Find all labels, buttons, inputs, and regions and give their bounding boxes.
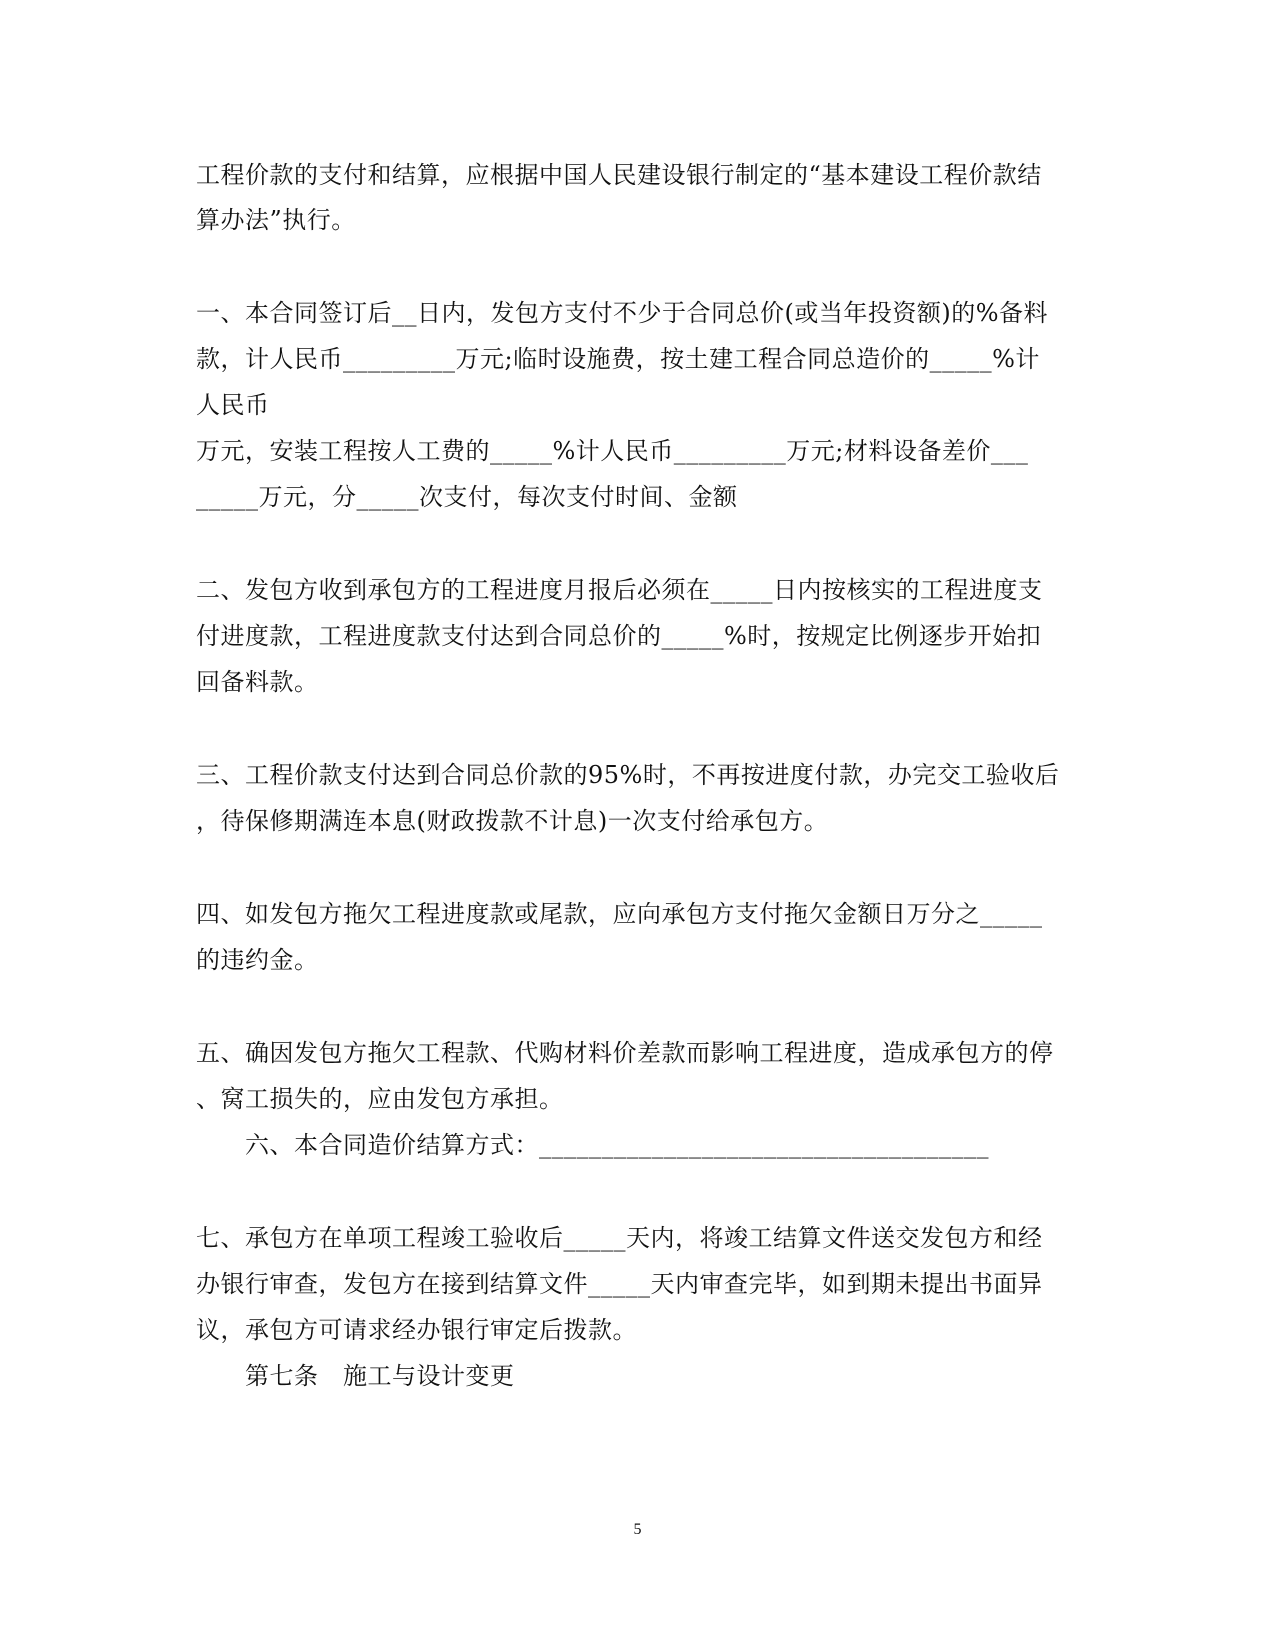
text-line: 五、确因发包方拖欠工程款、代购材料价差款而影响工程进度，造成承包方的停 [196,1039,1054,1067]
text-line: 六、本合同造价结算方式：____________________________________ [245,1131,989,1159]
text-line: 四、如发包方拖欠工程进度款或尾款，应向承包方支付拖欠金额日万分之_____ [196,900,1043,928]
text-line: 、窝工损失的，应由发包方承担。 [196,1085,564,1113]
text-line: 算办法”执行。 [196,206,356,234]
text-line: 议，承包方可请求经办银行审定后拨款。 [196,1316,637,1344]
text-line: 一、本合同签订后__日内，发包方支付不少于合同总价(或当年投资额)的%备料 [196,299,1049,327]
text-line: 的违约金。 [196,946,319,974]
text-line: 工程价款的支付和结算，应根据中国人民建设银行制定的“基本建设工程价款结 [196,161,1042,189]
text-line: ，待保修期满连本息(财政拨款不计息)一次支付给承包方。 [196,807,829,835]
text-line: 回备料款。 [196,668,319,696]
page-number: 5 [633,1521,642,1538]
text-line: 付进度款，工程进度款支付达到合同总价的_____%时，按规定比例逐步开始扣 [196,622,1042,650]
text-line: 人民币 [196,391,270,419]
text-line: _____万元，分_____次支付，每次支付时间、金额 [196,483,738,511]
text-line: 三、工程价款支付达到合同总价款的95%时，不再按进度付款，办完交工验收后 [196,761,1060,789]
section-heading: 第七条 施工与设计变更 [245,1362,515,1390]
text-line: 办银行审查，发包方在接到结算文件_____天内审查完毕，如到期未提出书面异 [196,1270,1043,1298]
text-line: 二、发包方收到承包方的工程进度月报后必须在_____日内按核实的工程进度支 [196,576,1043,604]
text-line: 万元，安装工程按人工费的_____%计人民币_________万元;材料设备差价___ [196,437,1029,465]
text-line: 款，计人民币_________万元;临时设施费，按土建工程合同总造价的_____%计 [196,345,1040,373]
text-line: 七、承包方在单项工程竣工验收后_____天内，将竣工结算文件送交发包方和经 [196,1224,1043,1252]
